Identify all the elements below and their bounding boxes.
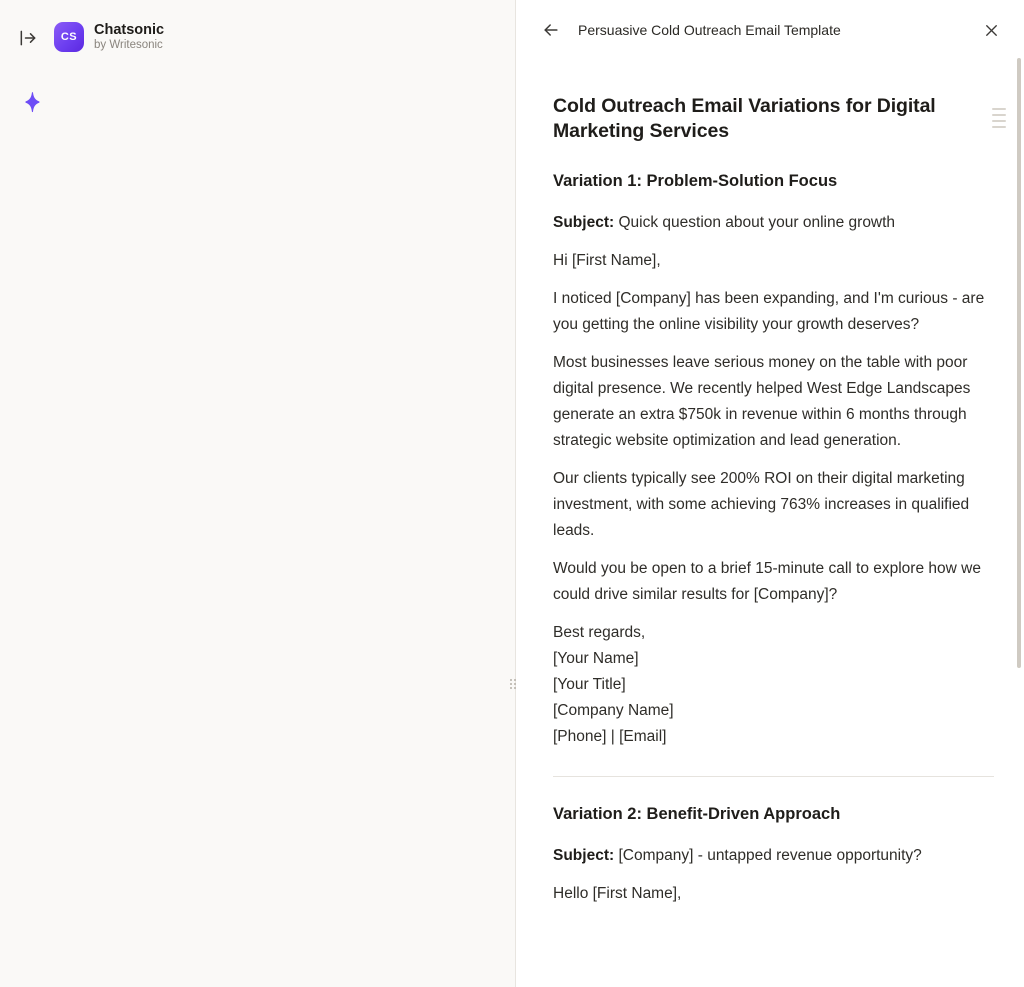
variation-1-heading: Variation 1: Problem-Solution Focus — [553, 172, 838, 190]
variation-1-paragraph-1: I noticed [Company] has been expanding, and I'm curious - are you getting the online visibility your growth deserves? — [553, 290, 985, 333]
subject-value: [Company] - untapped revenue opportunity? — [618, 847, 922, 864]
brand-text — [94, 22, 164, 53]
signature-line: [Phone] | [Email] — [553, 728, 667, 745]
panel-resize-handle-dots — [510, 679, 516, 689]
section-divider — [553, 776, 994, 777]
signature-line: [Your Name] — [553, 650, 639, 667]
document-heading: Cold Outreach Email Variations for Digital Marketing Services — [553, 95, 936, 142]
brand-subtitle: by Writesonic — [94, 39, 163, 52]
signature-line: [Your Title] — [553, 676, 626, 693]
document-content — [553, 60, 994, 907]
variation-2-greeting: Hello [First Name], — [553, 885, 682, 902]
sparkle-icon[interactable] — [20, 90, 46, 118]
variation-2-heading: Variation 2: Benefit-Driven Approach — [553, 805, 841, 823]
document-title: Persuasive Cold Outreach Email Template — [578, 22, 841, 38]
more-options-icon[interactable] — [992, 108, 1006, 128]
variation-1-signature — [553, 620, 994, 750]
variation-1-paragraph-4: Would you be open to a brief 15-minute call to explore how we could drive similar results for [Company]? — [553, 560, 981, 603]
signature-line: Best regards, — [553, 624, 646, 641]
arrow-left-icon[interactable] — [538, 17, 564, 43]
variation-2-subject — [553, 843, 994, 869]
scrollbar-thumb[interactable] — [1017, 58, 1021, 668]
collapse-panel-icon[interactable] — [16, 26, 40, 50]
document-panel — [516, 0, 1024, 987]
variation-1-subject — [553, 210, 994, 236]
document-scroll-area[interactable] — [516, 60, 1024, 987]
close-icon[interactable] — [978, 17, 1004, 43]
chatsonic-logo: CS — [54, 22, 84, 52]
brand-title: Chatsonic — [94, 21, 165, 38]
variation-1-paragraph-2: Most businesses leave serious money on the table with poor digital presence. We recently helped West Edge Landscapes generate an extra $750k in revenue within 6 months through strategic website optimization and lead generation. — [553, 354, 971, 449]
signature-line: [Company Name] — [553, 702, 674, 719]
subject-label: Subject: — [553, 214, 615, 231]
subject-label: Subject: — [553, 847, 615, 864]
variation-1-paragraph-3: Our clients typically see 200% ROI on their digital marketing investment, with some achieving 763% increases in qualified leads. — [553, 470, 970, 539]
variation-1-greeting: Hi [First Name], — [553, 252, 661, 269]
panel-resize-handle[interactable] — [506, 676, 520, 692]
document-header — [516, 0, 1024, 60]
left-panel-header — [0, 0, 515, 60]
subject-value: Quick question about your online growth — [618, 214, 896, 231]
brand[interactable] — [54, 22, 164, 53]
vertical-scrollbar[interactable] — [1016, 58, 1022, 983]
